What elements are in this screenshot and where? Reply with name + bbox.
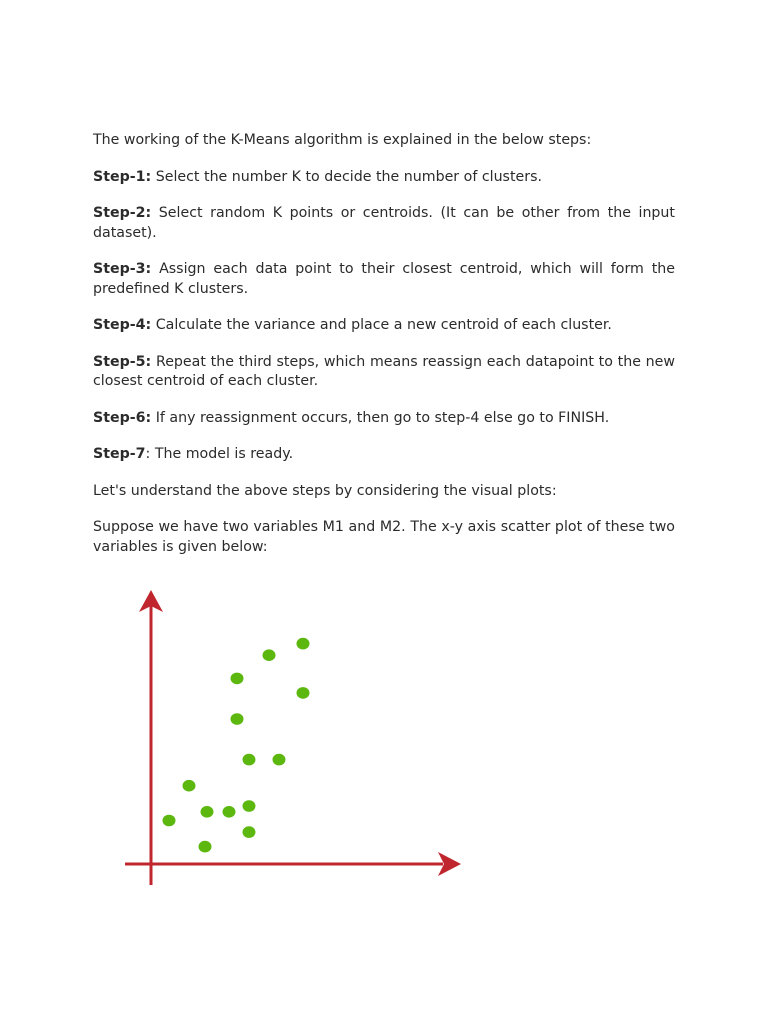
- step-4-label: Step-4:: [93, 317, 152, 333]
- plot-intro-paragraph: Suppose we have two variables M1 and M2. The x-y axis scatter plot of these two variables is given below:: [93, 519, 675, 555]
- step-7-text: : The model is ready.: [145, 446, 294, 462]
- data-point-11: [263, 649, 276, 661]
- step-6-paragraph: [93, 409, 675, 429]
- data-point-3: [199, 841, 212, 853]
- step-4-paragraph: [93, 316, 675, 336]
- data-point-12: [297, 638, 310, 650]
- data-point-1: [163, 815, 176, 827]
- step-2-label: Step-2:: [93, 205, 152, 221]
- intro-paragraph: The working of the K-Means algorithm is explained in the below steps:: [93, 132, 592, 148]
- step-3-label: Step-3:: [93, 261, 152, 277]
- step-5-text: Repeat the third steps, which means reassign each datapoint to the new closest centroid of each cluster.: [93, 353, 675, 389]
- data-point-5: [223, 806, 236, 818]
- step-7-label: Step-7: [93, 446, 146, 462]
- step-1-label: Step-1:: [93, 168, 152, 185]
- data-point-2: [183, 780, 196, 792]
- lead-in-paragraph: Let's understand the above steps by considering the visual plots:: [93, 482, 557, 499]
- step-7-paragraph: [93, 445, 675, 465]
- step-1-text: Select the number K to decide the number of clusters.: [151, 168, 542, 185]
- step-1-paragraph: [93, 168, 675, 188]
- step-5-paragraph: [93, 353, 675, 392]
- data-point-13: [297, 687, 310, 699]
- data-point-7: [243, 826, 256, 838]
- step-3-text: Assign each data point to their closest centroid, which will form the predefined K clusters.: [93, 261, 675, 297]
- document-body: [93, 131, 675, 574]
- step-4-text: Calculate the variance and place a new centroid of each cluster.: [151, 317, 612, 333]
- step-5-label: Step-5:: [93, 353, 152, 370]
- step-3-paragraph: [93, 260, 675, 299]
- scatter-plot-svg: [118, 585, 468, 890]
- scatter-plot: [118, 585, 468, 894]
- data-point-4: [201, 806, 214, 818]
- data-point-10: [231, 673, 244, 685]
- data-point-9: [231, 713, 244, 725]
- data-point-14: [273, 754, 286, 766]
- data-point-8: [243, 754, 256, 766]
- step-2-text: Select random K points or centroids. (It can be other from the input dataset).: [93, 205, 675, 241]
- step-6-label: Step-6:: [93, 409, 152, 426]
- step-6-text: If any reassignment occurs, then go to step-4 else go to FINISH.: [151, 409, 610, 426]
- data-points: [163, 638, 310, 853]
- step-2-paragraph: [93, 204, 675, 243]
- data-point-6: [243, 800, 256, 812]
